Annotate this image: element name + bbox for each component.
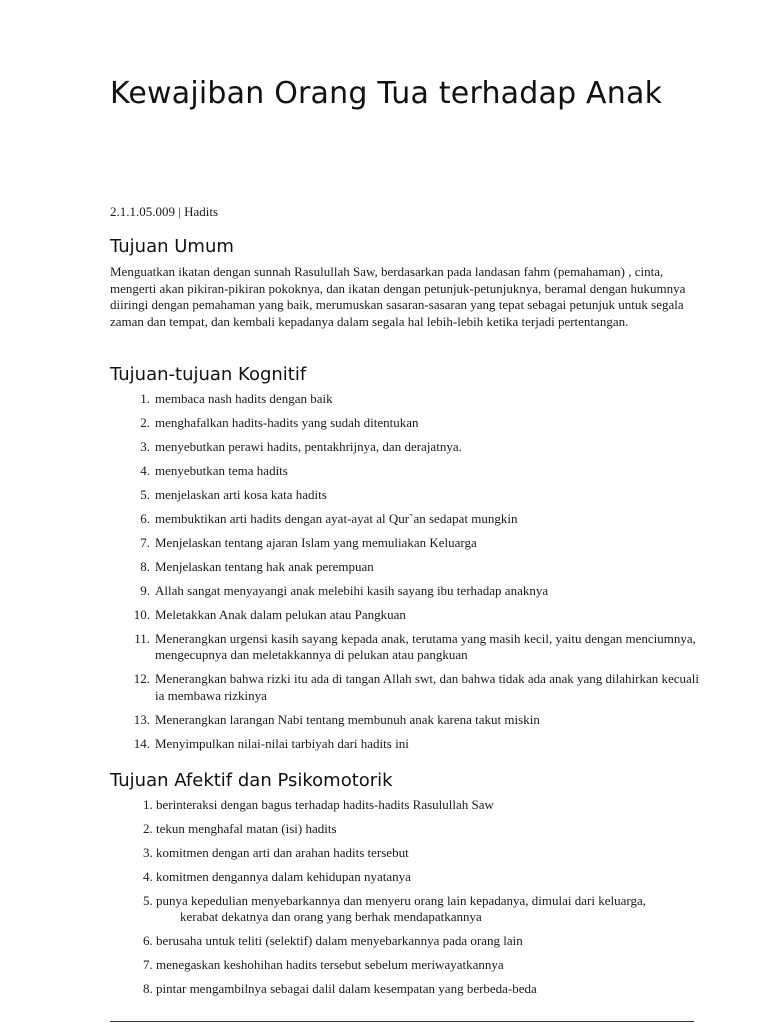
list-item-text: berusaha untuk teliti (selektif) dalam menyebarkannya pada orang lain — [156, 933, 523, 949]
list-item-number: 4. — [140, 463, 150, 478]
list-item-number: 2. — [143, 821, 153, 836]
list-item — [110, 671, 700, 704]
list-item-text: menyebutkan tema hadits — [155, 463, 288, 478]
list-item — [110, 439, 700, 455]
list-item-text: Meletakkan Anak dalam pelukan atau Pangkuan — [155, 607, 406, 622]
list-item — [110, 893, 700, 926]
list-item — [110, 957, 700, 973]
list-item-text: berinteraksi dengan bagus terhadap hadits-hadits Rasulullah Saw — [156, 797, 494, 812]
list-item-text: menyebutkan perawi hadits, pentakhrijnya, dan derajatnya. — [155, 439, 462, 454]
list-item-number: 5. — [143, 893, 153, 908]
list-item-number: 13. — [133, 711, 150, 727]
list-item — [110, 736, 700, 752]
list-afektif — [110, 797, 700, 1005]
list-item — [110, 487, 700, 503]
list-item-text: Menerangkan bahwa rizki itu ada di tangan Allah swt, dan bahwa tidak ada anak yang dilahirkan kecuali ia membawa rizkinya — [155, 671, 700, 703]
list-item-text: komitmen dengan arti dan arahan hadits tersebut — [156, 845, 409, 860]
list-item — [110, 511, 700, 527]
list-kognitif — [110, 391, 700, 760]
list-item — [110, 981, 700, 997]
list-item-text: tekun menghafal matan (isi) hadits — [156, 821, 337, 836]
list-item — [110, 869, 700, 885]
list-item-number: 4. — [143, 869, 153, 884]
list-item-text: membuktikan arti hadits dengan ayat-ayat al Qur`an sedapat mungkin — [155, 511, 518, 526]
list-item-text: Menyimpulkan nilai-nilai tarbiyah dari hadits ini — [155, 735, 409, 751]
document-meta: 2.1.1.05.009 | Hadits — [110, 204, 219, 219]
list-item-number: 6. — [140, 511, 150, 526]
footer-divider — [110, 1021, 694, 1022]
paragraph-tujuan-umum: Menguatkan ikatan dengan sunnah Rasulullah Saw, berdasarkan pada landasan fahm (pemahaman) , cinta, mengerti akan pikiran-pikiran pokoknya, dan ikatan dengan petunjuk-petunjuknya, beramal dengan hukumnya diiringi dengan pemahaman yang baik, merumuskan sasaran-sasaran yang tepat sebagai petunjuk untuk segala zaman dan tempat, dan kembali kepadanya dalam segala hal lebih-lebih ketika terjadi pertentangan. — [110, 264, 686, 329]
list-item-text: Menerangkan urgensi kasih sayang kepada anak, terutama yang masih kecil, yaitu dengan menciumnya, mengecupnya dan meletakkannya di pelukan atau pangkuan — [155, 631, 696, 663]
list-item — [110, 583, 700, 599]
list-item-number: 7. — [140, 535, 150, 550]
list-item-number: 9. — [140, 583, 150, 598]
list-item — [110, 415, 700, 431]
list-item-text: menegaskan keshohihan hadits tersebut sebelum meriwayatkannya — [156, 957, 504, 973]
list-item-number: 1. — [140, 391, 150, 406]
list-item-text: menghafalkan hadits-hadits yang sudah ditentukan — [155, 415, 419, 430]
list-item-number: 2. — [140, 415, 150, 430]
list-item-text: Menjelaskan tentang ajaran Islam yang memuliakan Keluarga — [155, 535, 477, 550]
page-title: Kewajiban Orang Tua terhadap Anak — [110, 76, 663, 111]
list-item-text: membaca nash hadits dengan baik — [155, 391, 333, 406]
list-item-text: Menerangkan larangan Nabi tentang membunuh anak karena takut miskin — [155, 711, 540, 727]
list-item-number: 8. — [140, 559, 150, 574]
list-item — [110, 559, 700, 575]
list-item-number: 1. — [143, 797, 153, 812]
list-item-number: 14. — [133, 735, 150, 751]
list-item — [110, 535, 700, 551]
list-item — [110, 933, 700, 949]
list-item-number: 8. — [143, 981, 153, 997]
heading-tujuan-kognitif: Tujuan-tujuan Kognitif — [110, 364, 307, 385]
list-item-number: 3. — [143, 845, 153, 860]
list-item-text-continuation: kerabat dekatnya dan orang yang berhak mendapatkannya — [180, 909, 482, 925]
list-item — [110, 463, 700, 479]
list-item — [110, 607, 700, 623]
list-item-text: pintar mengambilnya sebagai dalil dalam kesempatan yang berbeda-beda — [156, 981, 537, 997]
list-item — [110, 845, 700, 861]
list-item-number: 6. — [143, 933, 153, 949]
list-item — [110, 797, 700, 813]
list-item-number: 5. — [140, 487, 150, 502]
list-item — [110, 631, 700, 664]
list-item-text: punya kepedulian menyebarkannya dan menyeru orang lain kepadanya, dimulai dari keluarga, — [156, 893, 646, 908]
list-item-number: 11. — [134, 631, 150, 646]
list-item-number: 10. — [133, 607, 150, 622]
list-item — [110, 391, 700, 407]
list-item-text: Allah sangat menyayangi anak melebihi kasih sayang ibu terhadap anaknya — [155, 583, 549, 598]
list-item-text: komitmen dengannya dalam kehidupan nyatanya — [156, 869, 411, 884]
list-item-text: menjelaskan arti kosa kata hadits — [155, 487, 327, 502]
list-item-number: 12. — [133, 671, 150, 687]
heading-tujuan-afektif: Tujuan Afektif dan Psikomotorik — [110, 770, 393, 791]
list-item-number: 7. — [143, 957, 153, 973]
list-item — [110, 821, 700, 837]
list-item — [110, 712, 700, 728]
heading-tujuan-umum: Tujuan Umum — [110, 236, 234, 257]
list-item-text: Menjelaskan tentang hak anak perempuan — [155, 559, 374, 574]
list-item-number: 3. — [140, 439, 150, 454]
